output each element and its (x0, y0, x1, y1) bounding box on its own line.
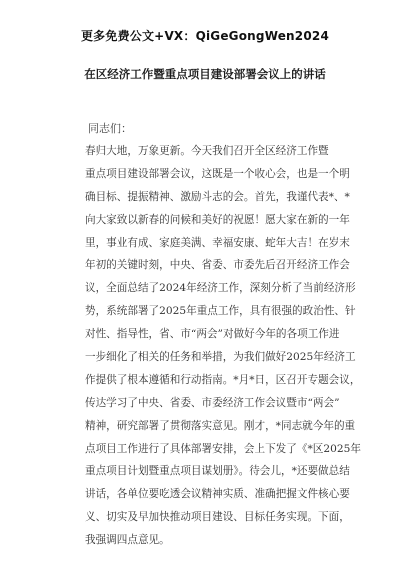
text-line: 传达学习了中央、省委、市委经济工作会议暨市“两会” (85, 396, 340, 409)
text-line: 确目标、提振精神、激励斗志的会。首先，我谨代表*、* (85, 190, 350, 203)
text-line: 作提供了根本遵循和行动指南。*月*日，区召开专题会议， (85, 373, 361, 386)
text-line: 议，全面总结了2024年经济工作，深刻分析了当前经济形 (85, 282, 356, 295)
salutation: 同志们： (88, 122, 132, 135)
text-line: 点项目工作进行了具体部署安排，会上下发了《*区2025年 (85, 442, 361, 455)
text-line: 势，系统部署了2025年重点工作，具有很强的政治性、针 (85, 305, 356, 318)
text-line: 重点项目计划暨重点项目谋划册》。待会儿，*还要做总结 (85, 465, 350, 478)
document-title: 在区经济工作暨重点项目建设部署会议上的讲话 (84, 67, 326, 81)
promo-header: 更多免费公文+VX：QiGeGongWen2024 (80, 29, 329, 43)
text-line: 春归大地，万象更新。今天我们召开全区经济工作暨 (85, 145, 329, 157)
text-line: 年初的关键时刻，中央、省委、市委先后召开经济工作会 (85, 259, 350, 272)
text-line: 一步细化了相关的任务和举措，为我们做好2025年经济工 (85, 351, 356, 364)
text-line: 精神，研究部署了贯彻落实意见。刚才，*同志就今年的重 (85, 419, 356, 432)
text-line: 里，事业有成、家庭美满、幸福安康、蛇年大吉！在岁末 (85, 236, 350, 249)
text-line: 重点项目建设部署会议，这既是一个收心会，也是一个明 (85, 167, 350, 180)
text-line: 我强调四点意见。 (85, 534, 170, 547)
text-line: 对性、指导性，省、市“两会”对做好今年的各项工作进 (85, 328, 340, 341)
body-text (85, 140, 361, 552)
text-line: 向大家致以新春的问候和美好的祝愿！愿大家在新的一年 (85, 213, 350, 226)
text-line: 讲话，各单位要吃透会议精神实质、准确把握文件核心要 (85, 488, 350, 501)
text-line: 义、切实及早加快推动项目建设、目标任务实现。下面， (85, 511, 350, 524)
